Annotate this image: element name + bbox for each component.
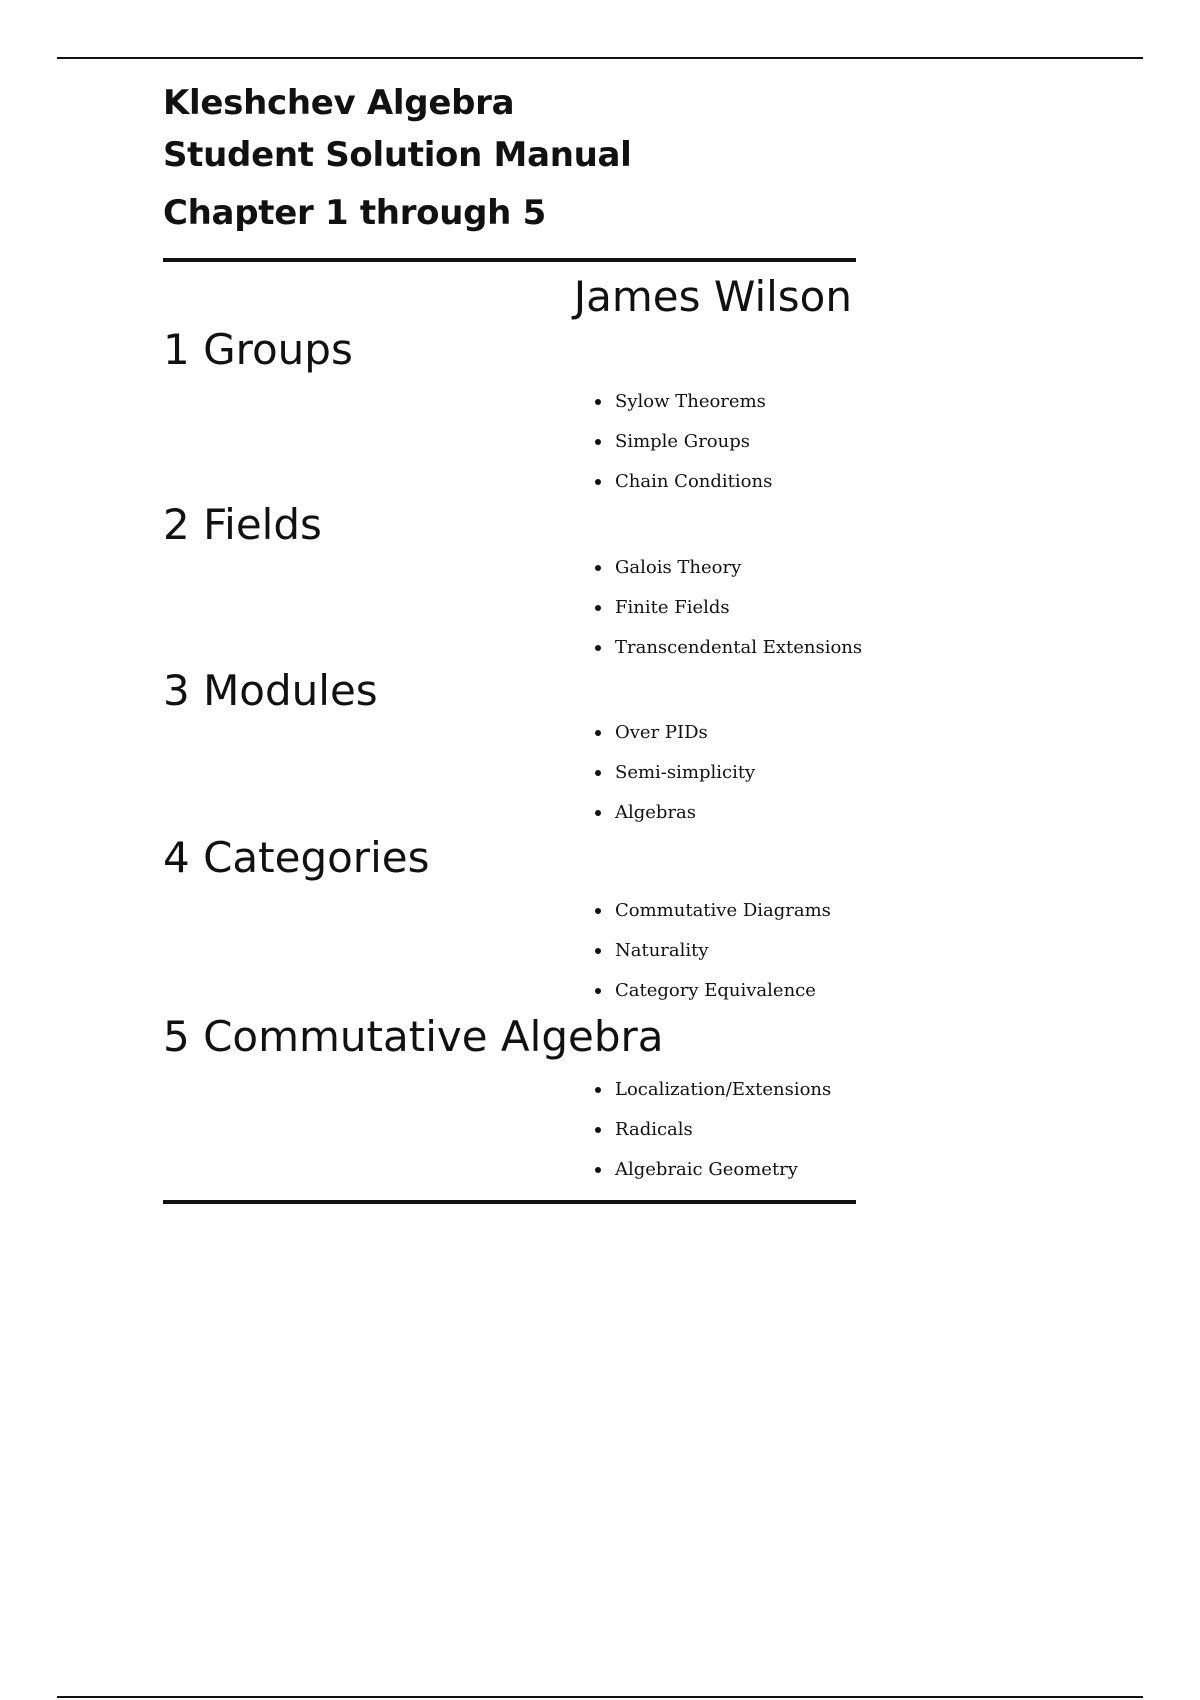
title-line-2: Student Solution Manual — [163, 135, 632, 175]
list-item — [595, 761, 755, 801]
bullet-icon — [595, 1087, 601, 1093]
chapter-4-heading: 4 Categories — [163, 833, 430, 882]
chapter-2-topic-list — [595, 556, 862, 676]
list-item — [595, 470, 772, 510]
list-item — [595, 899, 831, 939]
topic-label: Transcendental Extensions — [615, 637, 863, 658]
chapter-1-topic-list — [595, 390, 772, 510]
page-bottom-rule — [57, 1696, 1143, 1698]
list-item — [595, 390, 772, 430]
topic-label: Sylow Theorems — [615, 391, 766, 412]
bullet-icon — [595, 439, 601, 445]
chapter-2-heading: 2 Fields — [163, 500, 322, 549]
list-item — [595, 1158, 831, 1198]
bullet-icon — [595, 399, 601, 405]
bullet-icon — [595, 479, 601, 485]
topic-label: Galois Theory — [615, 557, 742, 578]
bullet-icon — [595, 1167, 601, 1173]
topic-label: Algebras — [615, 802, 697, 823]
chapter-3-topic-list — [595, 721, 755, 841]
topic-label: Finite Fields — [615, 597, 730, 618]
topic-label: Localization/Extensions — [615, 1079, 832, 1100]
chapter-5-topic-list — [595, 1078, 831, 1198]
topic-label: Naturality — [615, 940, 709, 961]
list-item — [595, 430, 772, 470]
contents-bottom-rule — [163, 1200, 856, 1204]
topic-label: Semi-simplicity — [615, 762, 756, 783]
author-name: James Wilson — [573, 272, 852, 321]
topic-label: Category Equivalence — [615, 980, 816, 1001]
topic-label: Commutative Diagrams — [615, 900, 831, 921]
topic-label: Algebraic Geometry — [615, 1159, 798, 1180]
bullet-icon — [595, 988, 601, 994]
list-item — [595, 1118, 831, 1158]
bullet-icon — [595, 605, 601, 611]
list-item — [595, 1078, 831, 1118]
bullet-icon — [595, 730, 601, 736]
list-item — [595, 721, 755, 761]
page-top-rule — [57, 57, 1143, 59]
bullet-icon — [595, 645, 601, 651]
topic-label: Radicals — [615, 1119, 693, 1140]
topic-label: Chain Conditions — [615, 471, 773, 492]
topic-label: Over PIDs — [615, 722, 708, 743]
topic-label: Simple Groups — [615, 431, 750, 452]
bullet-icon — [595, 565, 601, 571]
list-item — [595, 801, 755, 841]
title-underline-rule — [163, 258, 856, 262]
title-line-3: Chapter 1 through 5 — [163, 193, 546, 233]
bullet-icon — [595, 908, 601, 914]
title-line-1: Kleshchev Algebra — [163, 83, 515, 123]
list-item — [595, 556, 862, 596]
chapter-3-heading: 3 Modules — [163, 666, 378, 715]
bullet-icon — [595, 810, 601, 816]
list-item — [595, 636, 862, 676]
list-item — [595, 596, 862, 636]
bullet-icon — [595, 770, 601, 776]
chapter-5-heading: 5 Commutative Algebra — [163, 1012, 664, 1061]
chapter-1-heading: 1 Groups — [163, 325, 353, 374]
bullet-icon — [595, 948, 601, 954]
chapter-4-topic-list — [595, 899, 831, 1019]
list-item — [595, 939, 831, 979]
bullet-icon — [595, 1127, 601, 1133]
